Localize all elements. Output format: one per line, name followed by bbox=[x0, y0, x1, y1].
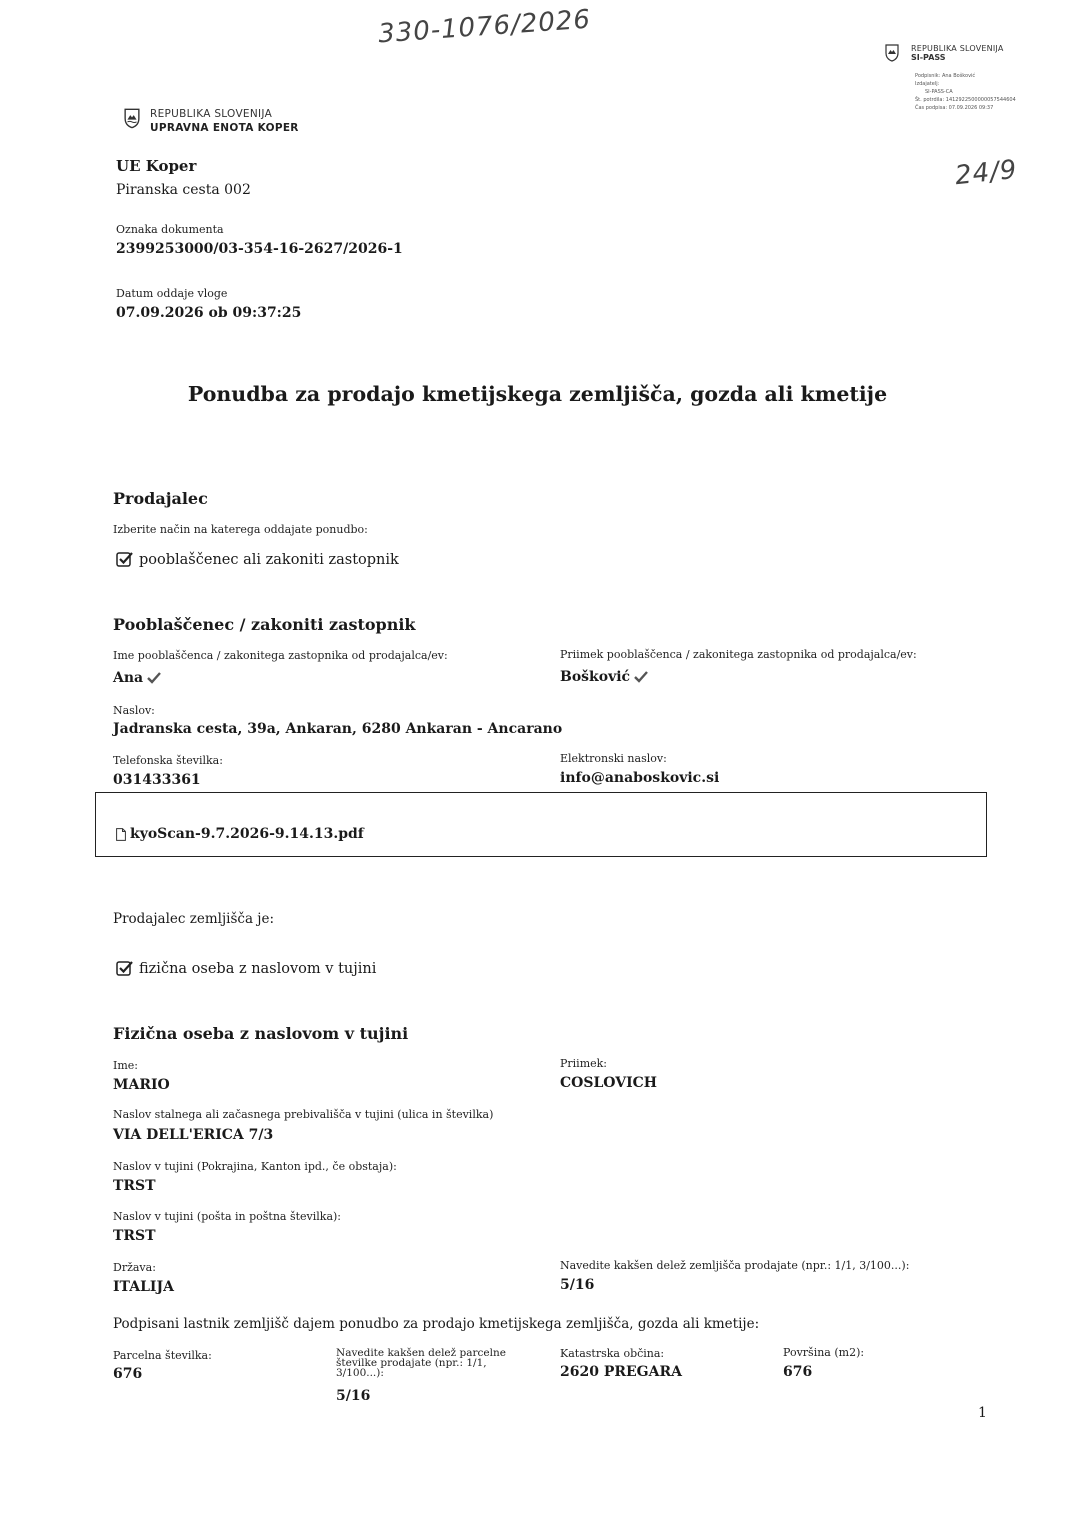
rep-phone-value: 031433361 bbox=[113, 772, 201, 788]
foreign-person-heading: Fizična oseba z naslovom v tujini bbox=[113, 1024, 409, 1043]
rep-first-name-value: Ana bbox=[113, 670, 144, 686]
fp-country-label: Država: bbox=[113, 1261, 156, 1274]
fp-post-label: Naslov v tujini (pošta in poštna številka): bbox=[113, 1210, 342, 1223]
stamp-line: Čas podpisa: 07.09.2026 09:37 bbox=[915, 105, 994, 111]
attachment-link[interactable] bbox=[116, 826, 364, 842]
slovenia-crest-icon bbox=[885, 44, 899, 62]
fp-share-value: 5/16 bbox=[560, 1277, 595, 1293]
stamp-name: SI-PASS bbox=[911, 53, 946, 62]
signature-stamp bbox=[885, 44, 1035, 112]
fp-name-label: Ime: bbox=[113, 1059, 138, 1072]
rep-phone-label: Telefonska številka: bbox=[113, 754, 223, 767]
rep-last-name-value: Bošković bbox=[560, 669, 631, 685]
parcel-share-label: Navedite kakšen delež parcelne številke prodajate (npr.: 1/1, 3/100...): bbox=[336, 1347, 506, 1379]
stamp-country: REPUBLIKA SLOVENIJA bbox=[911, 44, 1004, 53]
slovenia-crest-icon bbox=[124, 108, 140, 129]
attachment-box bbox=[95, 792, 987, 857]
fp-street-label: Naslov stalnega ali začasnega prebivališča v tujini (ulica in številka) bbox=[113, 1108, 494, 1121]
verified-check-icon bbox=[147, 672, 161, 684]
rep-first-name bbox=[113, 670, 161, 686]
office-name: UE Koper bbox=[116, 157, 197, 175]
parcel-area-value: 676 bbox=[783, 1364, 813, 1380]
rep-address-label: Naslov: bbox=[113, 704, 155, 717]
checkbox-checked-icon bbox=[116, 960, 133, 977]
seller-option bbox=[116, 551, 399, 568]
seller-heading: Prodajalec bbox=[113, 489, 208, 508]
rep-email-label: Elektronski naslov: bbox=[560, 752, 667, 765]
stamp-line: Podpisnik: Ana Bošković bbox=[915, 73, 976, 79]
rep-last-name bbox=[560, 669, 648, 685]
submission-date-label: Datum oddaje vloge bbox=[116, 287, 228, 300]
parcel-municipality-value: 2620 PREGARA bbox=[560, 1364, 682, 1380]
verified-check-icon bbox=[634, 671, 648, 683]
header-unit: UPRAVNA ENOTA KOPER bbox=[150, 122, 299, 134]
parcel-intro: Podpisani lastnik zemljišč dajem ponudbo za prodajo kmetijskega zemljišča, gozda ali kmetije: bbox=[113, 1316, 760, 1332]
fp-country-value: ITALIJA bbox=[113, 1279, 174, 1295]
parcel-number-value: 676 bbox=[113, 1366, 143, 1382]
parcel-municipality-label: Katastrska občina: bbox=[560, 1347, 665, 1360]
fp-share-label: Navedite kakšen delež zemljišča prodajate (npr.: 1/1, 3/100...): bbox=[560, 1259, 910, 1272]
document-id-value: 2399253000/03-354-16-2627/2026-1 bbox=[116, 241, 403, 257]
seller-type-option bbox=[116, 960, 376, 977]
seller-prompt: Izberite način na katerega oddajate ponudbo: bbox=[113, 523, 368, 536]
seller-option-label: pooblaščenec ali zakoniti zastopnik bbox=[139, 551, 399, 568]
rep-email-value: info@anaboskovic.si bbox=[560, 770, 720, 786]
fp-region-label: Naslov v tujini (Pokrajina, Kanton ipd., če obstaja): bbox=[113, 1160, 397, 1173]
representative-heading: Pooblaščenec / zakoniti zastopnik bbox=[113, 615, 416, 634]
stamp-line: Izdajatelj: bbox=[915, 81, 940, 87]
submission-date-value: 07.09.2026 ob 09:37:25 bbox=[116, 305, 302, 321]
fp-post-value: TRST bbox=[113, 1228, 156, 1244]
page-number: 1 bbox=[978, 1405, 987, 1421]
attachment-filename: kyoScan-9.7.2026-9.14.13.pdf bbox=[130, 826, 364, 842]
rep-first-name-label: Ime pooblaščenca / zakonitega zastopnika od prodajalca/ev: bbox=[113, 649, 448, 662]
rep-last-name-label: Priimek pooblaščenca / zakonitega zastopnika od prodajalca/ev: bbox=[560, 648, 917, 661]
stamp-line: SI-PASS-CA bbox=[925, 89, 953, 95]
fp-surname-value: COSLOVICH bbox=[560, 1075, 658, 1091]
header-country: REPUBLIKA SLOVENIJA bbox=[150, 108, 273, 120]
seller-type-option-label: fizična oseba z naslovom v tujini bbox=[139, 960, 377, 977]
header-logo bbox=[124, 108, 299, 134]
handwritten-reference: 330-1076/2026 bbox=[377, 4, 592, 50]
fp-street-value: VIA DELL'ERICA 7/3 bbox=[113, 1127, 274, 1143]
parcel-number-label: Parcelna številka: bbox=[113, 1349, 212, 1362]
stamp-line: Št. potrdila: 1412922500000057544604 bbox=[915, 97, 1016, 103]
office-address: Piranska cesta 002 bbox=[116, 182, 251, 198]
handwritten-page-mark: 24/9 bbox=[953, 154, 1019, 192]
fp-name-value: MARIO bbox=[113, 1077, 170, 1093]
seller-type-label: Prodajalec zemljišča je: bbox=[113, 911, 275, 927]
checkbox-checked-icon bbox=[116, 551, 133, 568]
fp-region-value: TRST bbox=[113, 1178, 156, 1194]
document-id-label: Oznaka dokumenta bbox=[116, 223, 224, 236]
fp-surname-label: Priimek: bbox=[560, 1057, 608, 1070]
document-title: Ponudba za prodajo kmetijskega zemljišča, gozda ali kmetije bbox=[187, 382, 888, 406]
rep-address-value: Jadranska cesta, 39a, Ankaran, 6280 Ankaran - Ancarano bbox=[113, 721, 563, 737]
parcel-share-value: 5/16 bbox=[336, 1388, 371, 1404]
file-icon bbox=[116, 828, 126, 841]
parcel-area-label: Površina (m2): bbox=[783, 1346, 865, 1359]
